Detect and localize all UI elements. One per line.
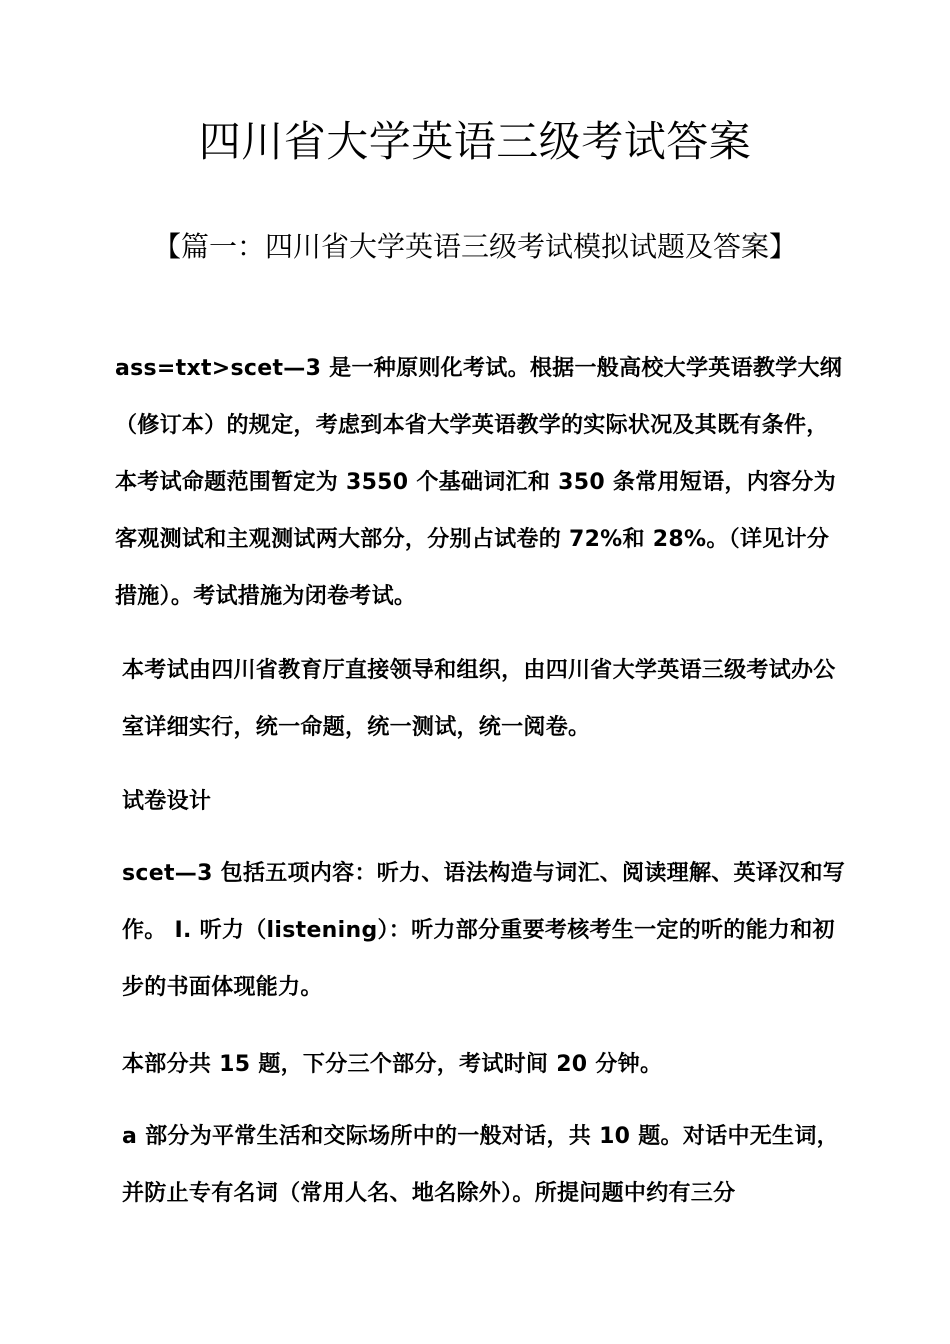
document-subtitle: 【篇一：四川省大学英语三级考试模拟试题及答案】 xyxy=(152,230,797,263)
paragraph-part-a: a 部分为平常生活和交际场所中的一般对话，共 10 题。对话中无生词，并防止专有名词（常用人名、地名除外）。所提问题中约有三分 xyxy=(122,1124,839,1206)
paragraph-organization: 本考试由四川省教育厅直接领导和组织，由四川省大学英语三级考试办公室详细实行，统一命题，统一测试，统一阅卷。 xyxy=(122,658,836,740)
paragraph-content-overview: scet—3 包括五项内容：听力、语法构造与词汇、阅读理解、英译汉和写作。 Ⅰ. 听力（listening）：听力部分重要考核考生一定的听的能力和初步的书面体现能力。 xyxy=(122,861,846,1000)
document-title: 四川省大学英语三级考试答案 xyxy=(198,117,752,166)
paragraph-listening-count: 本部分共 15 题，下分三个部分，考试时间 20 分钟。 xyxy=(122,1052,663,1077)
paragraph-intro: ass=txt>scet—3 是一种原则化考试。根据一般高校大学英语教学大纲（修订本）的规定，考虑到本省大学英语教学的实际状况及其既有条件，本考试命题范围暂定为 3550 个基础词汇和 350 条常用短语，内容分为客观测试和主观测试两大部分，分别占试卷的 72%和 28%。（详见计分措施）。考试措施为闭卷考试。 xyxy=(115,356,843,609)
section-heading-paper-design: 试卷设计 xyxy=(122,789,212,814)
